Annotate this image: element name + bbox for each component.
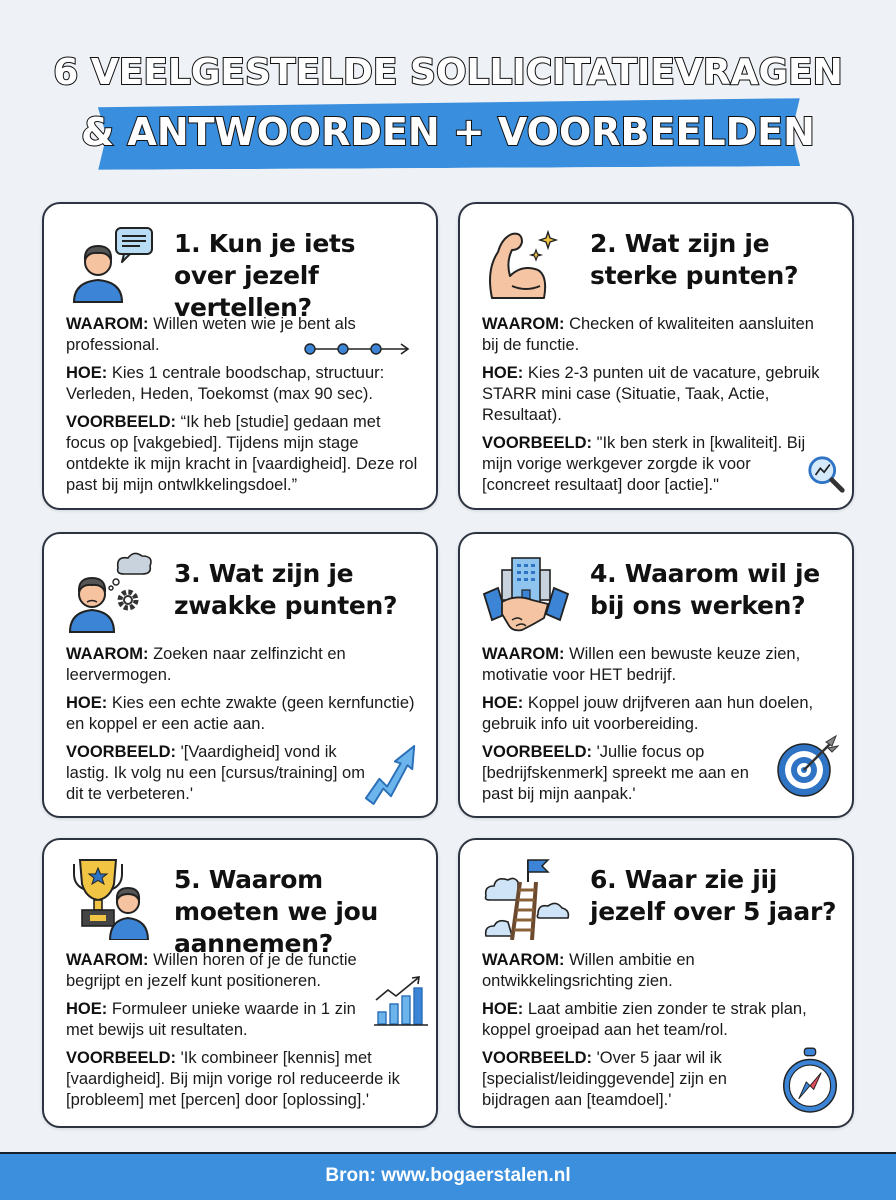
why-text: Zoeken naar zelfinzicht en leervermogen. (66, 645, 346, 684)
why-text: Checken of kwaliteiten aansluiten bij de functie. (482, 315, 814, 354)
question-card-3 (42, 532, 438, 818)
why-label: WAAROM: (66, 951, 149, 969)
handshake-building-icon (482, 550, 570, 634)
how-text: Koppel jouw drijfveren aan hun doelen, gebruik info uit voorbereiding. (482, 694, 814, 733)
card-body (482, 314, 834, 503)
example-text: 'Ik combineer [kennis] met [vaardigheid]. Bij mijn vorige rol reduceerde ik [probleem] met [percen] door [oplossing].' (66, 1049, 400, 1109)
example-text: '[Vaardigheid] vond ik lastig. Ik volg nu een [cursus/training] om dit te verbeteren.' (66, 743, 365, 803)
example-label: VOORBEELD: (482, 434, 593, 452)
why-label: WAAROM: (482, 951, 565, 969)
example-label: VOORBEELD: (66, 413, 177, 431)
why-label: WAAROM: (482, 315, 565, 333)
example-label: VOORBEELD: (482, 743, 593, 761)
compass-icon (780, 1046, 840, 1116)
why-text: Willen een bewuste keuze zien, motivatie voor HET bedrijf. (482, 645, 801, 684)
card-body (66, 950, 418, 1118)
how-text: Formuleer unieke waarde in 1 zin met bewijs uit resultaten. (66, 1000, 356, 1039)
thinking-person-gear-icon (66, 550, 154, 634)
why-label: WAAROM: (66, 645, 149, 663)
how-text: Kies een echte zwakte (geen kernfunctie) en koppel er een actie aan. (66, 694, 415, 733)
how-text: Laat ambitie zien zonder te strak plan, koppel groeipad aan het team/rol. (482, 1000, 807, 1039)
example-text: "Ik ben sterk in [kwaliteit]. Bij mijn vorige werkgever zorgde ik voor [concreet resultaat] door [actie]." (482, 434, 806, 494)
card-title: 5. Waarom moeten we jou aannemen? (174, 865, 378, 958)
title-line-1: 6 VEELGESTELDE SOLLICITATIEVRAGEN (53, 52, 843, 93)
bar-chart-growth-icon (374, 974, 428, 1028)
footer-source (0, 1152, 896, 1200)
how-label: HOE: (66, 364, 108, 382)
timeline-arrow-icon (302, 342, 414, 356)
example-text: 'Jullie focus op [bedrijfskenmerk] spreekt me aan en past bij mijn aanpak.' (482, 743, 749, 803)
question-card-4 (458, 532, 854, 818)
example-text: 'Over 5 jaar wil ik [specialist/leidinggevende] zijn en bijdragen aan [teamdoel].' (482, 1049, 727, 1109)
how-label: HOE: (482, 1000, 524, 1018)
example-label: VOORBEELD: (66, 1049, 177, 1067)
why-label: WAAROM: (482, 645, 565, 663)
title-line-2: & ANTWOORDEN + VOORBEELDEN (81, 110, 815, 154)
example-label: VOORBEELD: (66, 743, 177, 761)
card-title: 1. Kun je iets over jezelf vertellen? (174, 229, 356, 322)
how-label: HOE: (482, 364, 524, 382)
example-text: “Ik heb [studie] gedaan met focus op [vakgebied]. Tijdens mijn stage ontdekte ik mijn kracht in [vaardigheid]. Deze rol past bij mijn ontwlkkelingsdoel.” (66, 413, 418, 494)
trophy-person-icon (66, 856, 154, 940)
how-text: Kies 1 centrale boodschap, structuur: Verleden, Heden, Toekomst (max 90 sec). (66, 364, 385, 403)
card-title: 6. Waar zie jij jezelf over 5 jaar? (590, 865, 837, 926)
why-text: Willen horen of je de functie begrijpt en jezelf kunt positioneren. (66, 951, 357, 990)
how-label: HOE: (482, 694, 524, 712)
person-speech-bubble-icon (66, 220, 154, 304)
target-dart-icon (776, 734, 840, 798)
why-text: Willen weten wie je bent als professional. (66, 315, 356, 354)
question-card-2 (458, 202, 854, 510)
why-text: Willen ambitie en ontwikkelingsrichting zien. (482, 951, 695, 990)
flexed-biceps-icon (482, 220, 570, 304)
growth-arrow-icon (362, 742, 420, 806)
source-link[interactable]: Bron: www.bogaerstalen.nl (325, 1165, 571, 1186)
how-label: HOE: (66, 694, 108, 712)
card-title: 4. Waarom wil je bij ons werken? (590, 559, 820, 620)
how-text: Kies 2-3 punten uit de vacature, gebruik STARR mini case (Situatie, Taak, Actie, Resultaat). (482, 364, 820, 424)
question-card-1 (42, 202, 438, 510)
why-label: WAAROM: (66, 315, 149, 333)
how-label: HOE: (66, 1000, 108, 1018)
card-title: 2. Wat zijn je sterke punten? (590, 229, 799, 290)
card-title: 3. Wat zijn je zwakke punten? (174, 559, 398, 620)
example-label: VOORBEELD: (482, 1049, 593, 1067)
magnifier-chart-icon (806, 454, 848, 496)
question-card-6 (458, 838, 854, 1128)
ladder-clouds-flag-icon (482, 856, 570, 940)
question-card-5 (42, 838, 438, 1128)
